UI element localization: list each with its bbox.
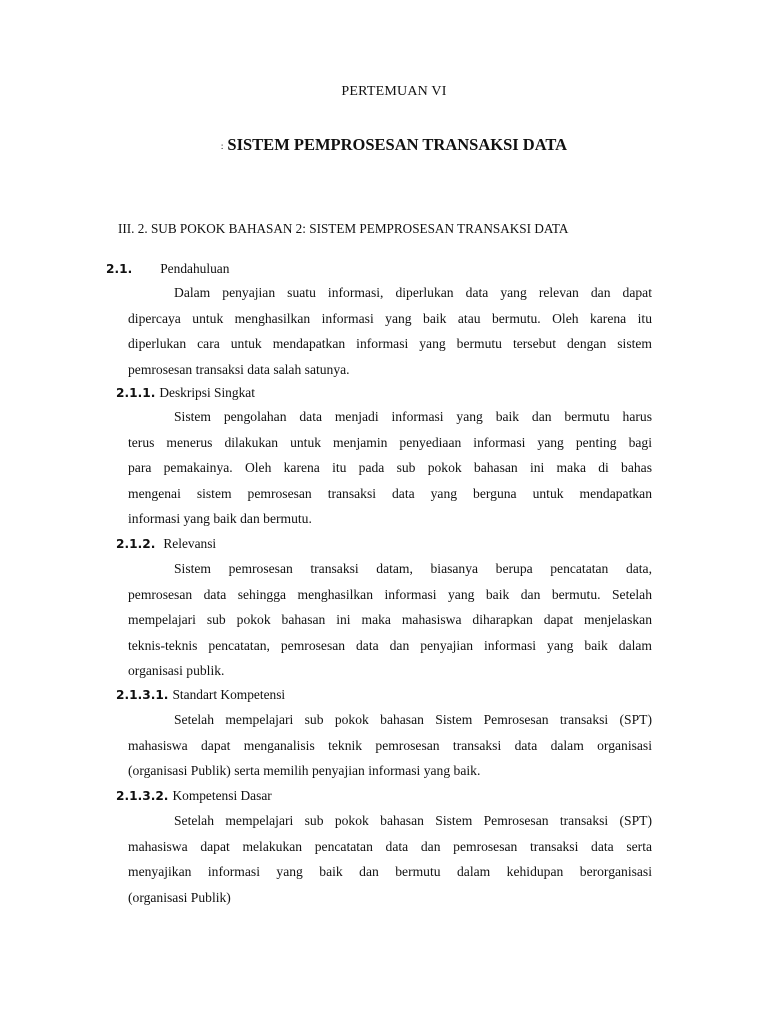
- paragraph-line: informasi yang baik dan bermutu.: [128, 511, 312, 527]
- paragraph-line: diperlukan cara untuk mendapatkan informasi yang bermutu tersebut dengan sistem: [128, 336, 652, 352]
- section-number: 2.1.3.1.: [116, 688, 169, 702]
- paragraph-line: Dalam penyajian suatu informasi, diperlukan data yang relevan dan dapat: [174, 285, 652, 300]
- section-title: Pendahuluan: [160, 261, 230, 276]
- paragraph-line: mengenai sistem pemrosesan transaksi data yang berguna untuk mendapatkan: [128, 485, 652, 501]
- paragraph-line: pemrosesan transaksi data salah satunya.: [128, 361, 350, 377]
- section-heading: [116, 788, 272, 804]
- section-paragraph: [128, 556, 652, 684]
- meeting-heading: PERTEMUAN VI: [341, 84, 447, 99]
- paragraph-line: mahasiswa dapat melakukan pencatatan data dan pemrosesan transaksi data serta: [128, 838, 652, 854]
- section-paragraph: [128, 707, 652, 784]
- paragraph-line: (organisasi Publik) serta memilih penyajian informasi yang baik.: [128, 763, 481, 779]
- section-title: Standart Kompetensi: [172, 687, 286, 702]
- paragraph-line: menyajikan informasi yang baik dan bermutu dalam kehidupan berorganisasi: [128, 864, 652, 880]
- section-heading: [116, 536, 216, 552]
- section-number: 2.1.1.: [116, 386, 156, 400]
- title-colon: :: [220, 141, 224, 152]
- section-paragraph: [128, 808, 652, 910]
- paragraph-line: Sistem pengolahan data menjadi informasi yang baik dan bermutu harus: [174, 409, 652, 424]
- section-paragraph: [128, 280, 652, 382]
- section-title: Deskripsi Singkat: [159, 385, 255, 400]
- section-heading: [106, 261, 229, 277]
- paragraph-line: mempelajari sub pokok bahasan ini maka mahasiswa diharapkan dapat menjelaskan: [128, 612, 652, 628]
- section-paragraph: [128, 404, 652, 532]
- paragraph-line: pemrosesan data sehingga menghasilkan informasi yang baik dan bermutu. Setelah: [128, 586, 652, 602]
- paragraph-line: para pemakainya. Oleh karena itu pada sub pokok bahasan ini maka di bahas: [128, 460, 652, 476]
- paragraph-line: dipercaya untuk menghasilkan informasi yang baik atau bermutu. Oleh karena itu: [128, 310, 652, 326]
- section-heading: [116, 385, 255, 401]
- section-title: Kompetensi Dasar: [172, 788, 272, 803]
- section-number: 2.1.2.: [116, 537, 156, 551]
- paragraph-line: mahasiswa dapat menganalisis teknik pemrosesan transaksi data dalam organisasi: [128, 737, 652, 753]
- section-number: 2.1.3.2.: [116, 789, 169, 803]
- paragraph-line: (organisasi Publik): [128, 889, 231, 905]
- paragraph-line: teknis-teknis pencatatan, pemrosesan data dan penyajian informasi yang baik dalam: [128, 637, 652, 653]
- section-heading: [116, 687, 285, 703]
- paragraph-line: Setelah mempelajari sub pokok bahasan Sistem Pemrosesan transaksi (SPT): [174, 813, 652, 828]
- paragraph-line: Sistem pemrosesan transaksi datam, biasanya berupa pencatatan data,: [174, 561, 652, 576]
- section-number: 2.1.: [106, 262, 133, 276]
- document-title: [0, 135, 768, 155]
- section-title: Relevansi: [163, 536, 217, 551]
- paragraph-line: terus menerus dilakukan untuk menjamin penyediaan informasi yang penting bagi: [128, 434, 652, 450]
- title-text: SISTEM PEMPROSESAN TRANSAKSI DATA: [227, 135, 568, 154]
- paragraph-line: Setelah mempelajari sub pokok bahasan Sistem Pemrosesan transaksi (SPT): [174, 712, 652, 727]
- paragraph-line: organisasi publik.: [128, 663, 225, 679]
- sub-topic-heading: III. 2. SUB POKOK BAHASAN 2: SISTEM PEMPROSESAN TRANSAKSI DATA: [118, 221, 569, 236]
